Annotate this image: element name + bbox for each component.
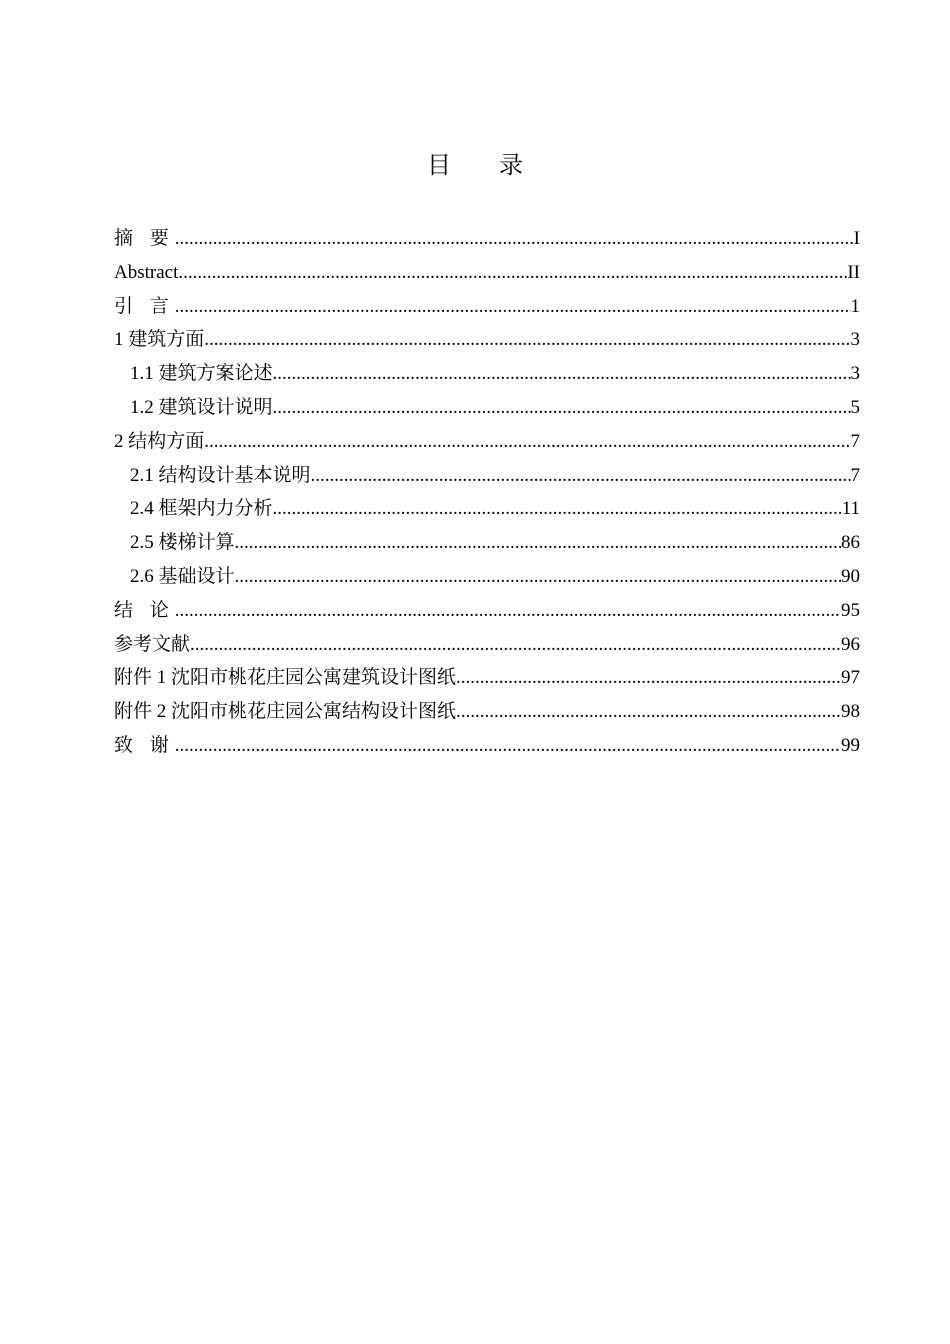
- toc-entry-page: 97: [841, 667, 860, 689]
- toc-leader-dots: [273, 391, 851, 425]
- toc-entry-foundation-design[interactable]: [114, 560, 860, 594]
- toc-leader-dots: [204, 323, 850, 357]
- toc-leader-dots: [178, 256, 847, 290]
- toc-entry-introduction[interactable]: [114, 290, 860, 324]
- toc-entry-appendix-2[interactable]: [114, 695, 860, 729]
- toc-entry-page: 98: [841, 701, 860, 723]
- toc-leader-dots: [235, 560, 841, 594]
- toc-entry-page: 90: [841, 565, 860, 587]
- toc-entry-label: 2.4 框架内力分析: [130, 498, 273, 520]
- toc-entry-page: II: [847, 261, 860, 283]
- toc-entry-acknowledgements[interactable]: [114, 729, 860, 763]
- toc-entry-page: 96: [841, 633, 860, 655]
- toc-entry-label: 摘 要: [114, 228, 175, 249]
- toc-leader-dots: [273, 492, 842, 526]
- toc-leader-dots: [175, 729, 841, 763]
- toc-entry-structure-basics[interactable]: [114, 459, 860, 493]
- toc-entry-references[interactable]: [114, 628, 860, 662]
- toc-entry-conclusion[interactable]: [114, 594, 860, 628]
- toc-entry-page: 7: [850, 464, 860, 486]
- toc-entry-label: 参考文献: [114, 633, 191, 655]
- toc-entry-page: 5: [850, 396, 860, 418]
- page-title: 目录: [427, 153, 571, 179]
- toc-entry-abstract-cn[interactable]: [114, 222, 860, 256]
- toc-entry-page: 95: [841, 599, 860, 621]
- toc-entry-structure[interactable]: [114, 425, 860, 459]
- toc-entry-label: 2.1 结构设计基本说明: [130, 464, 311, 486]
- toc-entry-frame-analysis[interactable]: [114, 492, 860, 526]
- toc-entry-architecture-design[interactable]: [114, 391, 860, 425]
- toc-leader-dots: [175, 222, 854, 256]
- toc-entry-page: 3: [850, 329, 860, 351]
- toc-entry-page: 7: [850, 430, 860, 452]
- toc-entry-label: 1.1 建筑方案论述: [130, 363, 273, 385]
- toc-entry-page: 86: [841, 532, 860, 554]
- toc-entry-page: 1: [850, 295, 860, 317]
- toc-leader-dots: [204, 425, 850, 459]
- toc-entry-label: 附件 2 沈阳市桃花庄园公寓结构设计图纸: [114, 701, 457, 723]
- toc-entry-page: 11: [841, 498, 860, 520]
- toc-leader-dots: [456, 695, 841, 729]
- toc-leader-dots: [273, 357, 851, 391]
- toc-leader-dots: [190, 628, 841, 662]
- toc-entry-label: 1.2 建筑设计说明: [130, 396, 273, 418]
- toc-entry-label: 2.6 基础设计: [130, 565, 235, 587]
- toc-entry-label: 1 建筑方面: [114, 329, 205, 351]
- toc-leader-dots: [235, 526, 841, 560]
- toc-entry-label: 2.5 楼梯计算: [130, 532, 235, 554]
- toc-entry-label: 引 言: [114, 295, 175, 317]
- toc-entry-label: 致 谢: [114, 734, 175, 756]
- toc-entry-abstract-en[interactable]: [114, 256, 860, 290]
- toc-entry-label: 2 结构方面: [114, 430, 205, 452]
- toc-entry-stair-calculation[interactable]: [114, 526, 860, 560]
- toc-entry-label: Abstract: [114, 261, 179, 283]
- toc-leader-dots: [175, 290, 851, 324]
- toc-entry-page: 99: [841, 734, 860, 756]
- toc-entry-label: 附件 1 沈阳市桃花庄园公寓建筑设计图纸: [114, 667, 457, 689]
- toc-entry-appendix-1[interactable]: [114, 661, 860, 695]
- toc-entry-page: I: [853, 228, 860, 249]
- table-of-contents: [114, 222, 860, 763]
- toc-entry-architecture[interactable]: [114, 323, 860, 357]
- toc-entry-architecture-scheme[interactable]: [114, 357, 860, 391]
- toc-entry-label: 结 论: [114, 599, 175, 621]
- toc-leader-dots: [311, 459, 851, 493]
- toc-leader-dots: [456, 661, 841, 695]
- toc-entry-page: 3: [850, 363, 860, 385]
- toc-leader-dots: [175, 594, 841, 628]
